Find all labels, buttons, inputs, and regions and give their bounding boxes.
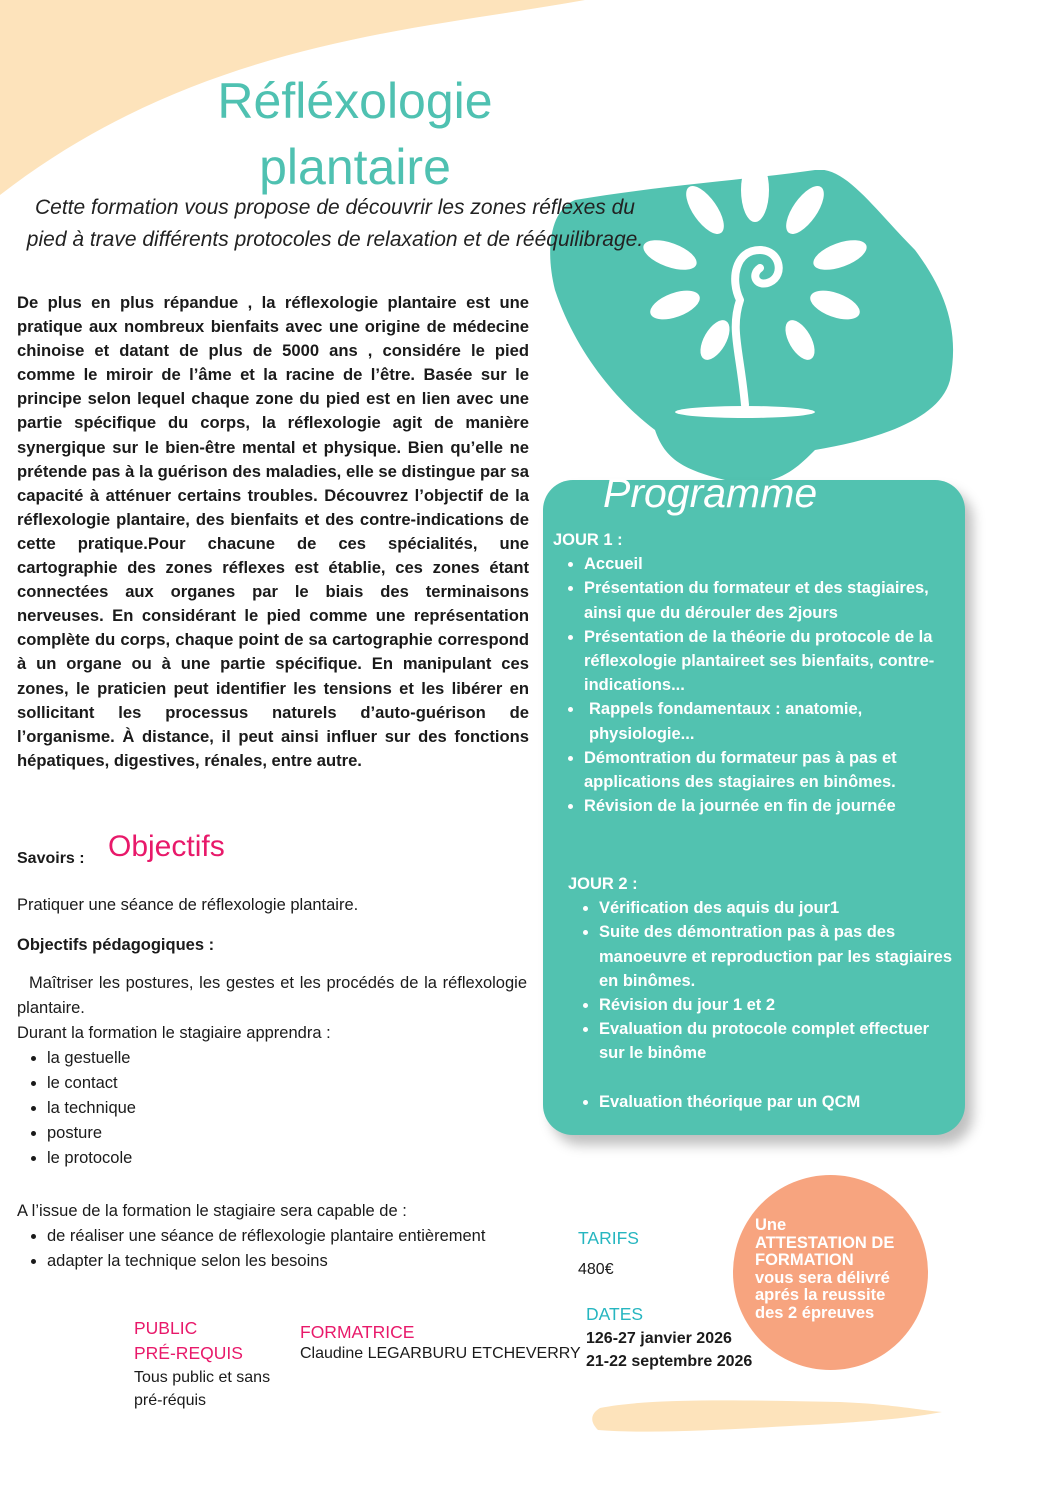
list-item: • Vérification des aquis du jour1: [599, 896, 958, 920]
list-item: • le protocole: [47, 1146, 540, 1171]
formatrice-label: FORMATRICE: [300, 1322, 415, 1342]
list-item: • Démontration du formateur pas à pas et applications des stagiaires en binômes.: [584, 746, 958, 794]
ped-text: Maîtriser les postures, les gestes et les procédés de la réflexologie plantaire.: [17, 974, 527, 1017]
day1-label: JOUR 1 :: [553, 531, 623, 549]
public-label: PUBLIC: [134, 1318, 198, 1338]
flower-tree-logo-icon: [635, 150, 875, 425]
learn-list: [17, 1046, 540, 1171]
attestation-line: FORMATION: [755, 1251, 854, 1269]
list-item: • de réaliser une séance de réflexologie plantaire entièrement: [47, 1224, 540, 1249]
list-item: • Présentation du formateur et des stagiaires, ainsi que du dérouler des 2jours: [584, 576, 958, 624]
day2-label: JOUR 2 :: [568, 875, 638, 893]
date-item: 126-27 janvier 2026: [586, 1330, 732, 1347]
prerequis-label: PRÉ-REQUIS: [134, 1343, 243, 1363]
objectifs-pedagogiques-label: Objectifs pédagogiques :: [17, 936, 215, 954]
tarifs-label: TARIFS: [578, 1228, 639, 1248]
list-item: • Suite des démontration pas à pas des manoeuvre et reproduction par les stagiaires en binômes.: [599, 920, 958, 993]
page-title: Réfléxologie plantaire: [217, 73, 493, 195]
list-item: • la technique: [47, 1096, 540, 1121]
list-item: • Rappels fondamentaux : anatomie, physiologie...: [584, 697, 958, 745]
list-item: • la gestuelle: [47, 1046, 540, 1071]
attestation-line: Une: [755, 1216, 787, 1234]
programme-day2: [568, 872, 958, 1114]
objectifs-pedagogiques-text: [17, 971, 527, 1046]
price: 480€: [578, 1261, 614, 1278]
savoirs-label: Savoirs :: [17, 850, 85, 867]
capable-section: [17, 1199, 540, 1274]
programme-title: Programme: [603, 470, 818, 516]
attestation-text: [755, 1217, 925, 1322]
capable-intro: A l’issue de la formation le stagiaire sera capable de :: [17, 1202, 407, 1220]
attestation-line: des 2 épreuves: [755, 1303, 875, 1322]
public-heading: [134, 1316, 243, 1366]
list-item: • Accueil: [584, 552, 958, 576]
attestation-line: ATTESTATION DE: [755, 1233, 895, 1252]
list-item: • le contact: [47, 1071, 540, 1096]
subtitle: Cette formation vous propose de découvrir les zones réflexes du pied à trave différents protocoles de relaxation et de rééquilibrage.: [26, 196, 644, 251]
list-item: • Présentation de la théorie du protocole de la réflexologie plantaireet ses bienfaits, contre-indications...: [584, 625, 958, 698]
list-item: • adapter la technique selon les besoins: [47, 1249, 540, 1274]
public-text: Tous public et sans pré-réquis: [134, 1369, 271, 1409]
date-item: 21-22 septembre 2026: [586, 1353, 753, 1370]
list-item: • Evaluation théorique par un QCM: [599, 1090, 958, 1114]
list-item: • Révision du jour 1 et 2: [599, 993, 958, 1017]
programme-day1: [553, 528, 958, 818]
dates-label: DATES: [586, 1304, 644, 1324]
list-item: • Evaluation du protocole complet effectuer sur le binôme: [599, 1017, 958, 1065]
attestation-line: aprés la reussite: [755, 1286, 886, 1304]
objectifs-heading: Objectifs: [108, 830, 225, 863]
intro-paragraph: De plus en plus répandue , la réflexologie plantaire est une pratique aux nombreux bienfaits avec une origine de médecine chinoise et datant de plus de 5000 ans , considére le pied comme le miroir de l’âme et la racine de l’être. Basée sur le principe selon lequel chaque zone du pied est en lien avec une partie spécifique du corps, la réflexologie agit de manière synergique sur le bien-être mental et physique. Bien qu’elle ne prétende pas à la guérison des maladies, elle se distingue par sa capacité à atténuer certains troubles. Découvrez l’objectif de la réflexologie plantaire, des bienfaits et des contre-indications de cette pratique.Pour chacune de ces spécialités, une cartographie des zones réflexes est établie, ces zones étant connectées aux organes par le biais des terminaisons nerveuses. En considérant le pied comme une représentation complète du corps, chaque point de sa cartographie correspond à un organe ou à une partie spécifique. En manipulant ces zones, le praticien peut identifier les tensions et les libérer en sollicitant les processus naturels d’auto-guérison de l’organisme. À distance, il peut ainsi influer sur des fonctions hépatiques, digestives, rénales, entre autre.: [17, 293, 529, 770]
attestation-line: vous sera délivré: [755, 1268, 890, 1287]
learn-intro: Durant la formation le stagiaire apprendra :: [17, 1024, 331, 1042]
date-list: [586, 1327, 752, 1373]
list-item: • Révision de la journée en fin de journée: [584, 794, 958, 818]
decorative-brush-stroke: [590, 1390, 945, 1440]
list-item: • posture: [47, 1121, 540, 1146]
formatrice-name: Claudine LEGARBURU ETCHEVERRY: [300, 1345, 581, 1362]
savoir-text: Pratiquer une séance de réflexologie plantaire.: [17, 896, 359, 914]
